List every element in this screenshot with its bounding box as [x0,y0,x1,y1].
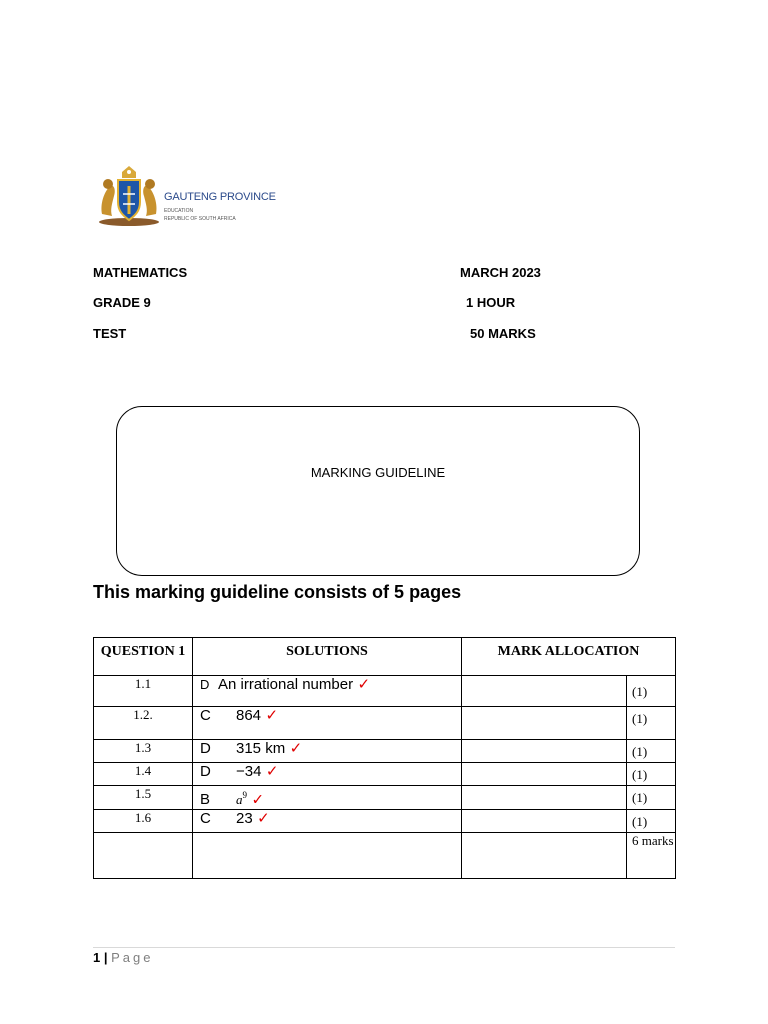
question-number: 1.2. [94,707,193,740]
total-row [94,833,676,879]
question-number: 1.5 [94,786,193,810]
mark-cell: (1) [627,676,676,707]
test-type: TEST [93,326,127,341]
answer-letter: D [200,763,211,780]
subject: MATHEMATICS [93,265,188,280]
marking-table [93,637,676,879]
answer-text: 864 [236,707,262,724]
solution-cell [193,810,462,833]
empty-cell [462,740,627,763]
solution-cell [193,786,462,810]
answer-letter: D [200,740,211,757]
empty-cell [462,833,627,879]
table-row [94,786,676,810]
mark-cell: (1) [627,810,676,833]
question-number: 1.4 [94,763,193,786]
table-row [94,740,676,763]
gauteng-logo [96,164,276,228]
answer-text: 315 km [236,740,286,757]
tick-icon: ✓ [265,763,279,780]
solution-cell [193,676,462,707]
solution-cell [193,707,462,740]
mark-cell: (1) [627,763,676,786]
empty-cell [94,833,193,879]
empty-cell [462,786,627,810]
question-number: 1.1 [94,676,193,707]
coat-of-arms-icon [96,164,162,228]
answer-letter: C [200,707,211,724]
exam-date: MARCH 2023 [460,265,541,280]
empty-cell [193,833,462,879]
solution-cell [193,763,462,786]
tick-icon: ✓ [257,810,270,828]
duration: 1 HOUR [466,295,516,310]
mark-allocation-header: MARK ALLOCATION [462,638,676,676]
logo-subtitle: EDUCATION [164,208,194,214]
tick-icon: ✓ [251,791,265,809]
page-number: 1 [93,950,101,965]
answer-text: −34 [236,763,262,780]
page-count-note: This marking guideline consists of 5 pages [93,582,462,602]
mark-cell: (1) [627,740,676,763]
table-row [94,676,676,707]
answer-text: An irrational number [218,676,354,693]
answer-exponent: 9 [242,790,247,800]
solutions-header: SOLUTIONS [193,638,462,676]
tick-icon: ✓ [289,740,303,757]
question-number: 1.3 [94,740,193,763]
total-marks-cell: 6 marks [627,833,676,879]
table-header-row [94,638,676,676]
logo-title: GAUTENG PROVINCE [164,191,276,203]
title-box [116,406,640,576]
answer-letter: B [200,791,211,809]
table-row [94,763,676,786]
footer-divider [93,947,675,948]
table-row [94,707,676,740]
page-footer [93,950,154,965]
footer-separator: | [103,950,108,965]
logo-country: REPUBLIC OF SOUTH AFRICA [164,216,236,222]
empty-cell [462,707,627,740]
answer-letter: C [200,810,211,828]
answer-text: a [236,792,243,808]
solution-cell [193,740,462,763]
empty-cell [462,676,627,707]
question-header: QUESTION 1 [94,638,193,676]
answer-text: 23 [236,810,253,828]
empty-cell [462,810,627,833]
total-marks: 50 MARKS [470,326,536,341]
mark-cell: (1) [627,786,676,810]
answer-letter: D [200,677,210,692]
mark-cell: (1) [627,707,676,740]
empty-cell [462,763,627,786]
table-row [94,810,676,833]
box-title: MARKING GUIDELINE [310,465,446,480]
page-word: Page [111,950,154,965]
tick-icon: ✓ [265,707,279,724]
grade: GRADE 9 [93,295,151,310]
tick-icon: ✓ [357,676,371,693]
question-number: 1.6 [94,810,193,833]
